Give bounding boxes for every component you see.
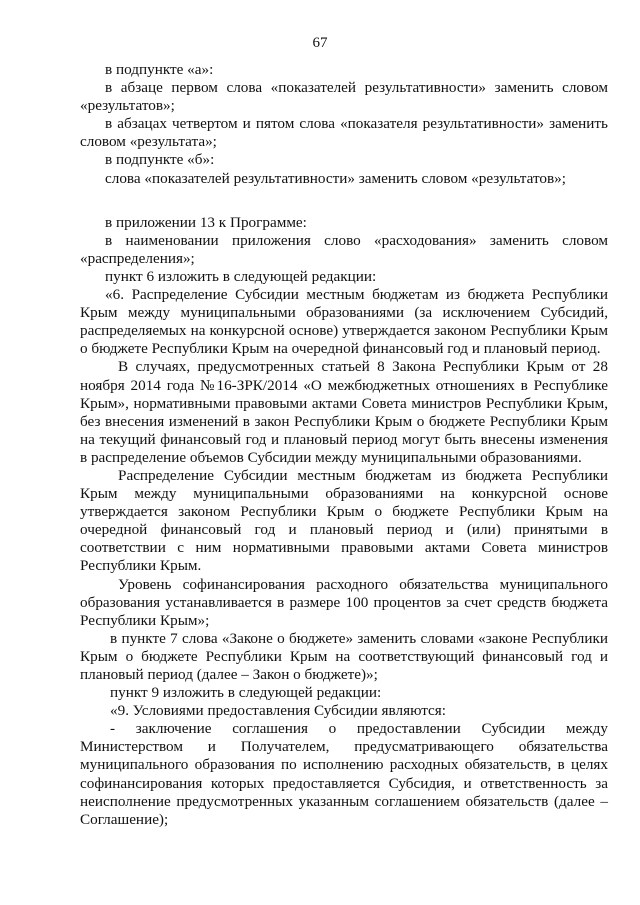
paragraph: пункт 6 изложить в следующей редакции: [105,267,377,285]
paragraph: слова «показателей результативности» заменить словом «результатов»; [105,169,566,187]
paragraph: в наименовании приложения слово «расходования» заменить словом «распределения»; [80,231,608,267]
paragraph: Уровень софинансирования расходного обязательства муниципального образования устанавливается в размере 100 процентов за счет средств бюджета Республики Крым»; [80,575,608,629]
page-number: 67 [312,35,328,51]
paragraph: в абзаце первом слова «показателей результативности» заменить словом «результатов»; [80,79,608,115]
paragraph: в абзацах четвертом и пятом слова «показателя результативности» заменить словом «результата»; [80,115,608,151]
paragraph: «6. Распределение Субсидии местным бюджетам из бюджета Республики Крым между муниципальными образованиями (за исключением Субсидий, распределяемых на конкурсной основе) утверждается законом Республики Крым о бюджете Республики Крым на очередной финансовый год и плановый период. [80,286,608,358]
paragraph: в приложении 13 к Программе: [105,213,307,231]
paragraph: пункт 9 изложить в следующей редакции: [110,684,382,702]
paragraph: В случаях, предусмотренных статьей 8 Закона Республики Крым от 28 ноября 2014 года №16-ЗРК/2014 «О межбюджетных отношениях в Республике Крым», нормативными правовыми актами Совета министров Республики Крым, без внесения изменений в закон Республики Крым о бюджете Республики Крым на текущий финансовый год и плановый период могут быть внесены изменения в распределение объемов Субсидии между муниципальными образованиями. [80,358,608,466]
paragraph: в пункте 7 слова «Законе о бюджете» заменить словами «законе Республики Крым о бюджете Республики Крым на соответствующий финансовый год и плановый период (далее – Закон о бюджете)»; [80,629,608,683]
paragraph: в подпункте «а»: [105,61,214,78]
paragraph-gap [80,188,608,214]
paragraph: - заключение соглашения о предоставлении Субсидии между Министерством и Получателем, предусматривающего обязательства муниципального образования по исполнению расходных обязательств, в целях софинансирования которых предоставляется Субсидия, и ответственность за неисполнение предусмотренных указанным соглашением обязательств (далее – Соглашение); [80,720,608,828]
document-body [80,61,608,829]
paragraph: в подпункте «б»: [105,151,215,169]
paragraph: «9. Условиями предоставления Субсидии являются: [110,702,446,720]
paragraph: Распределение Субсидии местным бюджетам из бюджета Республики Крым между муниципальными образованиями на конкурсной основе утверждается законом Республики Крым о бюджете Республики Крым на очередной финансовый год и плановый период и (или) принятыми в соответствии с ним нормативными правовыми актами Совета министров Республики Крым. [80,466,608,575]
